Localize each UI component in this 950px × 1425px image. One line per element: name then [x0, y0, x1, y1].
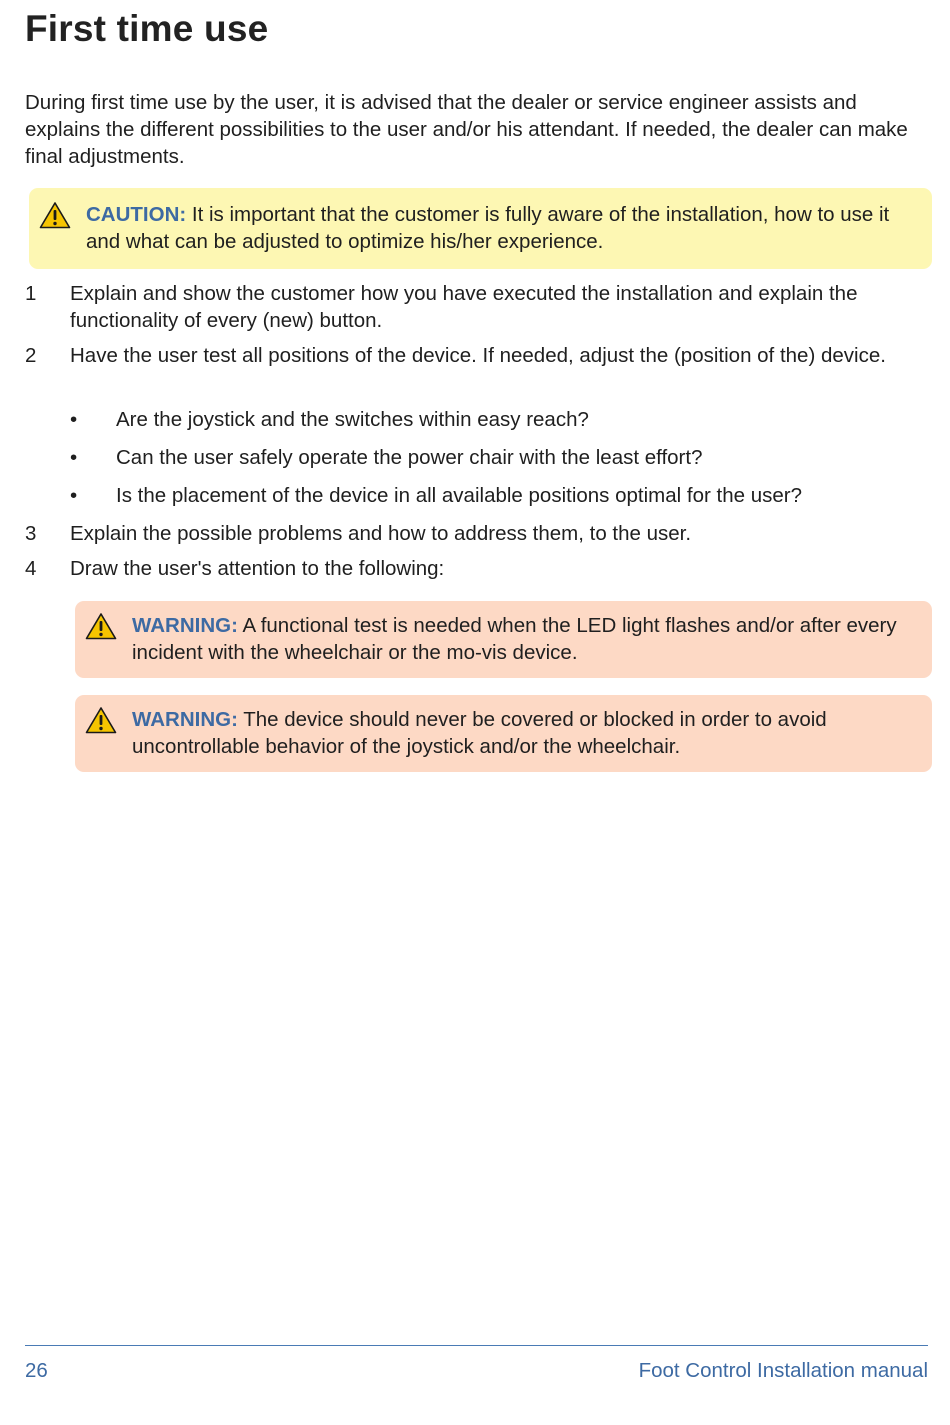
warning-text: A functional test is needed when the LED light flashes and/or after every incident with the wheelchair or the mo-vis device. — [132, 614, 897, 664]
step-text: Have the user test all positions of the device. If needed, adjust the (position of the) device. — [70, 344, 886, 367]
bullet-marker: • — [70, 484, 78, 507]
step-text: Explain the possible problems and how to address them, to the user. — [70, 522, 692, 545]
intro-paragraph: During first time use by the user, it is advised that the dealer or service engineer assists and explains the different possibilities to the user and/or his attendant. If needed, the dealer can make final adjustments. — [25, 91, 908, 168]
footer-divider — [25, 1345, 928, 1346]
step-text: Explain and show the customer how you have executed the installation and explain the functionality of every (new) button. — [70, 282, 858, 332]
step-item — [25, 280, 930, 334]
step-item — [25, 342, 930, 369]
warning-triangle-icon — [85, 706, 117, 734]
caution-text: It is important that the customer is fully aware of the installation, how to use it and what can be adjusted to optimize his/her experience. — [86, 203, 890, 253]
bullet-marker: • — [70, 408, 78, 431]
warning-text: The device should never be covered or blocked in order to avoid uncontrollable behavior of the joystick and/or the wheelchair. — [132, 708, 827, 758]
warning-label: WARNING: — [132, 708, 238, 731]
warning-box — [75, 695, 932, 772]
warning-label: WARNING: — [132, 614, 238, 637]
warning-triangle-icon — [85, 612, 117, 640]
step-number: 1 — [25, 282, 37, 305]
caution-label: CAUTION: — [86, 203, 187, 226]
bullet-item — [70, 482, 930, 509]
bullet-text: Can the user safely operate the power chair with the least effort? — [116, 446, 703, 469]
footer-document-title: Foot Control Installation manual — [638, 1359, 928, 1382]
step-number: 4 — [25, 557, 37, 580]
caution-box — [29, 188, 932, 269]
bullet-marker: • — [70, 446, 78, 469]
bullet-item — [70, 406, 930, 433]
page-title: First time use — [25, 8, 269, 49]
bullet-item — [70, 444, 930, 471]
step-item — [25, 520, 930, 547]
bullet-text: Are the joystick and the switches within easy reach? — [116, 408, 589, 431]
footer-page-number: 26 — [25, 1359, 48, 1382]
bullet-text: Is the placement of the device in all available positions optimal for the user? — [116, 484, 802, 507]
step-item — [25, 555, 930, 582]
warning-triangle-icon — [39, 201, 71, 229]
step-text: Draw the user's attention to the following: — [70, 557, 445, 580]
step-number: 2 — [25, 344, 37, 367]
step-number: 3 — [25, 522, 37, 545]
warning-box — [75, 601, 932, 678]
